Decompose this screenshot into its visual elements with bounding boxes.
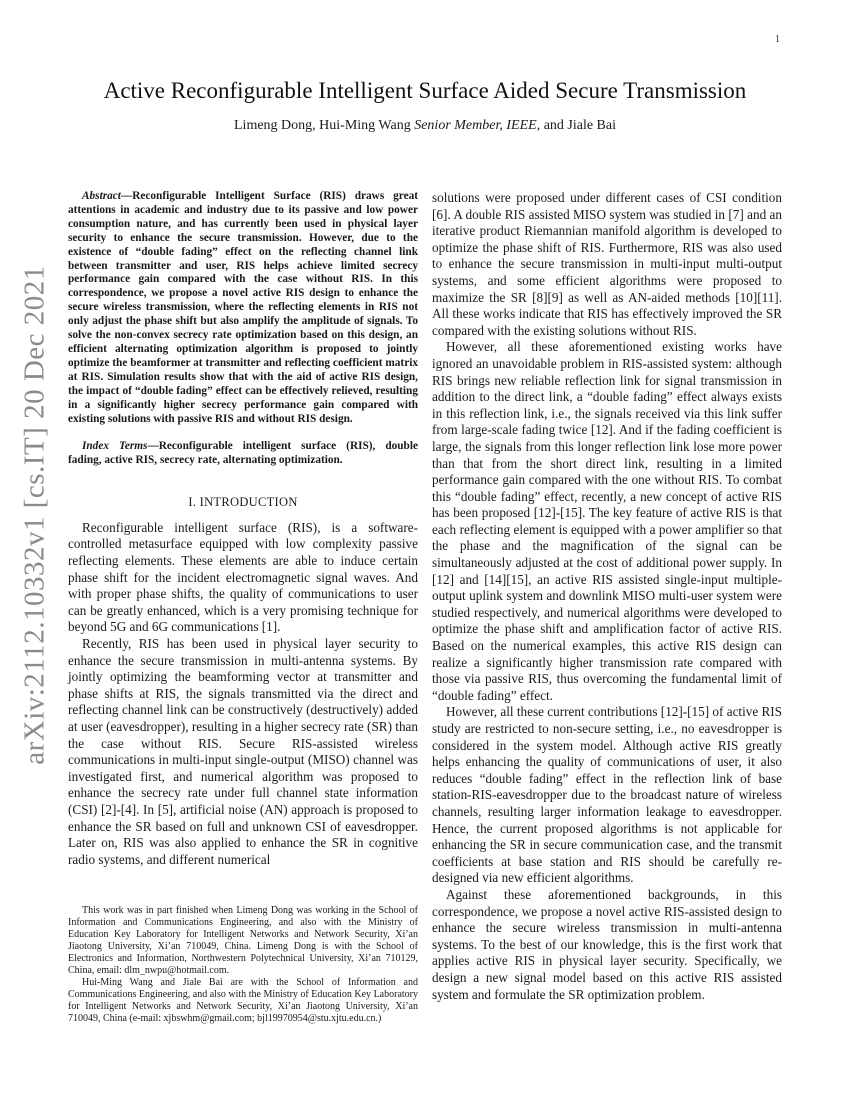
left-column (68, 190, 418, 868)
index-terms-label: Index Terms (82, 440, 148, 453)
author-role: Senior Member, IEEE (414, 118, 537, 133)
abstract-label: Abstract (82, 190, 121, 202)
body-paragraph: solutions were proposed under different cases of CSI condition [6]. A double RIS assisted MISO system was studied in [7] and an iterative product Riemannian manifold algorithm is developed to optimize the phase shift of RIS. Furthermore, RIS was also used to enhance the secure transmission in multi-input multi-output systems, and some efficient algorithms were proposed to maximize the SR [8][9] as well as AN-aided methods [10][11]. All these works indicate that RIS has effectively improved the SR compared with the existing solutions without RIS. (432, 190, 782, 338)
author-names-1: Limeng Dong, Hui-Ming Wang (234, 118, 415, 133)
abstract (68, 190, 418, 426)
section-heading-introduction: I. INTRODUCTION (188, 495, 298, 510)
arxiv-identifier (18, 265, 51, 765)
footnote: This work was in part finished when Limeng Dong was working in the School of Information and Communications Engineering, and also with the Ministry of Education Key Laboratory for Intelligent Networks and Network Security, Xi’an Jiaotong University, Xi’an 710049, China. Limeng Dong is with the School of Electronics and Information, Northwestern Polytechnical University, Xi’an 710129, China, email: dlm_nwpu@hotmail.com. (68, 905, 418, 976)
author-names-2: , and Jiale Bai (536, 118, 616, 133)
arxiv-identifier-text: arXiv:2112.10332v1 [cs.IT] 20 Dec 2021 (18, 265, 51, 765)
index-terms (68, 440, 418, 468)
abstract-text: —Reconfigurable Intelligent Surface (RIS) draws great attentions in academic and industry due to its passive and low power consumption nature, and has currently been used in physical layer security to enhance the secure transmission. However, due to the existence of “double fading” effect on the reflecting channel link between transmitter and user, RIS helps achieve limited secrecy performance gain compared with the case without RIS. In this correspondence, we propose a novel active RIS design to enhance the secure wireless transmission, where the reflecting elements in RIS not only adjust the phase shift but also amplify the amplitude of signals. To solve the non-convex secrecy rate optimization based on this design, an efficient alternating optimization algorithm is proposed to jointly optimize the beamformer at transmitter and reflecting coefficient matrix at RIS. Simulation results show that with the aid of active RIS design, the impact of “double fading” effect can be effectively relieved, resulting in a significantly higher secrecy performance gain compared with existing solutions with passive RIS and without RIS design. (68, 190, 418, 425)
body-paragraph: However, all these current contributions [12]-[15] of active RIS study are restricted to non-secure setting, i.e., no eavesdropper is considered in the system model. Although active RIS greatly helps enhancing the quality of communications of user, it also reduces “double fading” effect in the reflection link of base station-RIS-eavesdropper due to the broadcast nature of wireless channels, resulting larger information leakage to eavesdropper. Hence, the current proposed algorithms is not applicable for enhancing the SR in secure communication case, and the transmit coefficients at base station and RIS should be carefully re-designed via new efficient algorithms. (432, 704, 783, 886)
footnote: Hui-Ming Wang and Jiale Bai are with the School of Information and Communications Engineering, and also with the Ministry of Education Key Laboratory for Intelligent Networks and Network Security, Xi’an Jiaotong University, Xi’an 710049, China (e-mail: xjbswhm@gmail.com; bjl19970954@stu.xjtu.edu.cn.) (68, 977, 418, 1024)
author-line (60, 118, 790, 134)
footnote-block (68, 905, 418, 1025)
body-paragraph: Against these aforementioned backgrounds, in this correspondence, we propose a novel active RIS-assisted design to enhance the secure wireless transmission in multi-antenna systems. To the best of our knowledge, this is the first work that applies active RIS in physical layer security. Specifically, we design a new signal model based on this active RIS assisted system and formulate the SR optimization problem. (432, 886, 782, 1002)
right-column (432, 190, 782, 1003)
body-paragraph: However, all these aforementioned existing works have ignored an unavoidable problem in RIS-assisted system: although RIS brings new reliable reflection link for signal transmission in addition to the direct link, a “double fading” effect always exists in this reflection link, i.e., the signals received via this link suffer from large-scale fading twice [12]. And if the fading coefficient is large, the signals from this longer reflection link lose more power than that from the short direct link, resulting in a limited performance gain compared with the one without RIS. To combat this “double fading” effect, recently, a new concept of active RIS has been proposed [12]-[15]. The key feature of active RIS is that each reflecting element is equipped with a power amplifier so that the phase and the magnification of the signal can be simultaneously adjusted at the cost of additional power supply. In [12] and [14][15], an active RIS assisted single-input multiple-output uplink system and downlink MISO multi-user system were studied respectively, and numerical algorithms were developed to optimize the phase shift and amplification factor of active RIS. Based on the numerical examples, this active RIS design can realize a significantly higher transmission rate compared with those via passive RIS, thus overcoming the fundamental limit of “double fading” effect. (432, 339, 782, 703)
page-number: 1 (775, 34, 780, 45)
intro-paragraph: Reconfigurable intelligent surface (RIS), is a software-controlled metasurface equipped with low complexity passive reflecting elements. These elements are able to induce certain phase shift for the incident electromagnetic signal waves. And with proper phase shifts, the quality of communications to user can be greatly enhanced, which is a very promising technique for beyond 5G and 6G communications [1]. (68, 519, 418, 635)
intro-paragraph: Recently, RIS has been used in physical layer security to enhance the secure transmission in multi-antenna systems. By jointly optimizing the beamforming vector at transmitter and phase shifts at RIS, the signals transmitted via the direct and reflecting channel link can be constructively (destructively) added at user (eavesdropper), resulting in a higher secrecy rate (SR) than the case without RIS. Secure RIS-assisted wireless communications in multi-input single-output (MISO) channel was investigated first, and numerical algorithm was proposed to enhance the secrecy rate under full channel state information (CSI) [2]-[4]. In [5], artificial noise (AN) approach is proposed to enhance the SR based on full and unknown CSI of eavesdropper. Later on, RIS was also applied to enhance the SR in cognitive radio systems, and different numerical (68, 635, 418, 867)
paper-title: Active Reconfigurable Intelligent Surface Aided Secure Transmission (103, 78, 747, 103)
index-terms-text: —Reconfigurable intelligent surface (RIS), double fading, active RIS, secrecy rate, alternating optimization. (68, 440, 418, 467)
